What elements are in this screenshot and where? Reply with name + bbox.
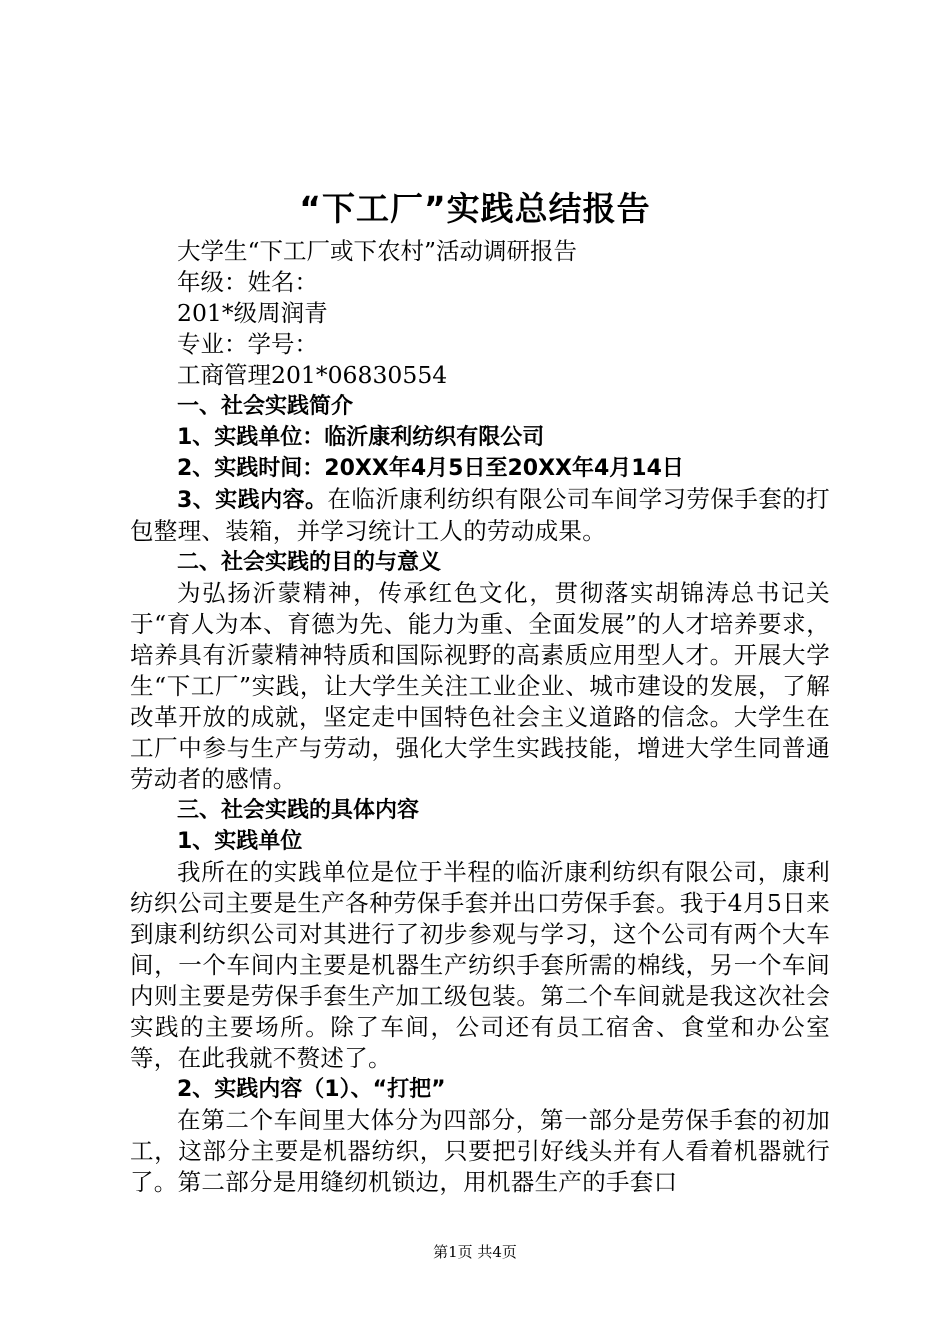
header-line-grade-name-label: 年级：姓名：: [177, 268, 318, 296]
section2-heading: 二、社会实践的目的与意义: [177, 550, 442, 575]
section1-content: [130, 484, 830, 547]
section3-sub2-paragraph: 在第二个车间里大体分为四部分，第一部分是劳保手套的初加工，这部分主要是机器纺织，只要把引好线头并有人看着机器就行了。第二部分是用缝纫机锁边，用机器生产的手套口: [130, 1106, 830, 1196]
section3-sub1-paragraph: 我所在的实践单位是位于半程的临沂康利纺织有限公司，康利纺织公司主要是生产各种劳保手套并出口劳保手套。我于4月5日来到康利纺织公司对其进行了初步参观与学习，这个公司有两个大车间，一个车间内主要是机器生产纺织手套所需的棉线，另一个车间内则主要是劳保手套生产加工级包装。第二个车间就是我这次社会实践的主要场所。除了车间，公司还有员工宿舍、食堂和办公室等，在此我就不赘述了。: [130, 858, 830, 1072]
document-title: “下工厂”实践总结报告: [299, 189, 651, 228]
section1-content-text: 在临沂康利纺织有限公司车间学习劳保手套的打包整理、装箱，并学习统计工人的劳动成果。: [130, 485, 830, 545]
header-line-grade-name-value: 201*级周润青: [177, 299, 328, 327]
section1-content-label: 3、实践内容。: [177, 488, 328, 513]
section1-heading: 一、社会实践简介: [177, 394, 354, 419]
section1-time: 2、实践时间：20XX年4月5日至20XX年4月14日: [177, 456, 684, 481]
header-line-major-id-label: 专业：学号：: [177, 330, 318, 358]
section3-sub2-heading: 2、实践内容（1）、“打把”: [177, 1077, 446, 1102]
header-line-report-type: 大学生“下工厂或下农村”活动调研报告: [177, 237, 578, 265]
section3-heading: 三、社会实践的具体内容: [177, 798, 420, 823]
section1-unit: 1、实践单位：临沂康利纺织有限公司: [177, 425, 545, 450]
header-line-major-id-value: 工商管理201*06830554: [177, 361, 448, 389]
section3-sub1-heading: 1、实践单位: [177, 829, 303, 854]
document-body: [130, 236, 830, 1198]
section2-paragraph: 为弘扬沂蒙精神，传承红色文化，贯彻落实胡锦涛总书记关于“育人为本、育德为先、能力为重、全面发展”的人才培养要求，培养具有沂蒙精神特质和国际视野的高素质应用型人才。开展大学生“下工厂”实践，让大学生关注工业企业、城市建设的发展，了解改革开放的成就，坚定走中国特色社会主义道路的信念。大学生在工厂中参与生产与劳动，强化大学生实践技能，增进大学生同普通劳动者的感情。: [130, 579, 830, 793]
page-footer: 第1页 共4页: [433, 1243, 517, 1261]
